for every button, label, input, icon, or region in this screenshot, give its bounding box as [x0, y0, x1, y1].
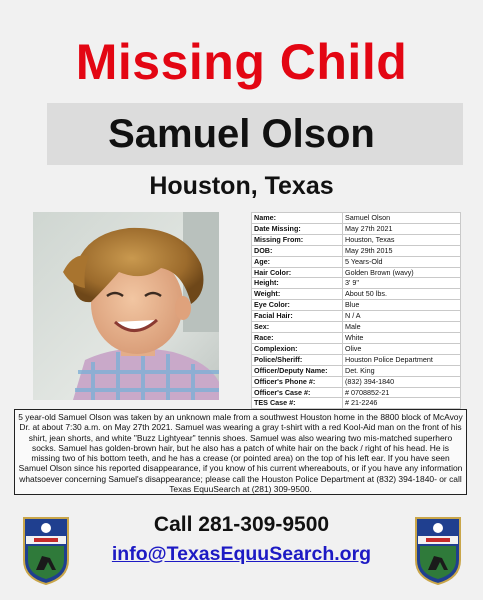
details-label: Sex:	[252, 322, 343, 333]
details-value: Golden Brown (wavy)	[343, 267, 461, 278]
details-row	[252, 267, 461, 278]
details-row	[252, 322, 461, 333]
details-row	[252, 365, 461, 376]
details-value: (832) 394-1840	[343, 376, 461, 387]
details-label: Weight:	[252, 289, 343, 300]
details-row	[252, 245, 461, 256]
call-number: Call 281-309-9500	[153, 513, 330, 536]
details-label: Name:	[252, 213, 343, 224]
details-label: TES Case #:	[252, 398, 343, 409]
details-row	[252, 223, 461, 234]
details-row	[252, 311, 461, 322]
details-label: Date Missing:	[252, 223, 343, 234]
details-row	[252, 343, 461, 354]
details-row	[252, 376, 461, 387]
details-value: Houston Police Department	[343, 354, 461, 365]
details-label: Height:	[252, 278, 343, 289]
details-value: # 21-2246	[343, 398, 461, 409]
details-label: Missing From:	[252, 234, 343, 245]
details-label: Facial Hair:	[252, 311, 343, 322]
location: Houston, Texas	[149, 172, 334, 200]
details-row	[252, 398, 461, 409]
details-value: May 29th 2015	[343, 245, 461, 256]
details-value: # 0708852-21	[343, 387, 461, 398]
details-table	[251, 212, 461, 409]
details-label: Officer's Phone #:	[252, 376, 343, 387]
details-label: Race:	[252, 332, 343, 343]
details-label: Officer's Case #:	[252, 387, 343, 398]
details-label: Hair Color:	[252, 267, 343, 278]
details-row	[252, 300, 461, 311]
details-value: May 27th 2021	[343, 223, 461, 234]
details-row	[252, 234, 461, 245]
details-value: N / A	[343, 311, 461, 322]
details-label: Officer/Deputy Name:	[252, 365, 343, 376]
details-row	[252, 354, 461, 365]
texas-equusearch-badge-right	[414, 516, 462, 586]
details-value: Det. King	[343, 365, 461, 376]
details-row	[252, 213, 461, 224]
details-value: 3' 9"	[343, 278, 461, 289]
details-label: Complexion:	[252, 343, 343, 354]
details-label: DOB:	[252, 245, 343, 256]
details-label: Eye Color:	[252, 300, 343, 311]
details-value: Olive	[343, 343, 461, 354]
details-row	[252, 256, 461, 267]
email-link[interactable]: info@TexasEquuSearch.org	[111, 543, 372, 565]
details-value: Houston, Texas	[343, 234, 461, 245]
details-label: Police/Sheriff:	[252, 354, 343, 365]
details-value: 5 Years-Old	[343, 256, 461, 267]
child-name: Samuel Olson	[108, 112, 375, 156]
details-row	[252, 278, 461, 289]
details-label: Age:	[252, 256, 343, 267]
details-value: Blue	[343, 300, 461, 311]
details-value: White	[343, 332, 461, 343]
details-value: About 50 lbs.	[343, 289, 461, 300]
details-row	[252, 332, 461, 343]
description-box: 5 year-old Samuel Olson was taken by an unknown male from a southwest Houston home in the 8800 block of McAvoy Dr. at about 7:30 a.m. on May 27th 2021. Samuel was wearing a gray t-shirt with a red Kool-Aid man on the front of his shirt, jean shorts, and white "Buzz Lightyear" tennis shoes. Samuel was also wearing two mis-matched superhero socks. Samuel has golden-brown hair, but he also has a patch of white hair on the back / right of his head. He is missing two of his bottom teeth, and he has a crease (or pointed area) on the top of his left ear. If you have seen Samuel Olson since his reported disappearance, if you know of his current whereabouts, or if you have any information whatsoever concerning Samuel's disappearance; please call the Houston Police Department at (832) 394-1840- or call Texas EquuSearch at (281) 309-9500.	[14, 409, 467, 495]
details-row	[252, 289, 461, 300]
texas-equusearch-badge-left	[22, 516, 70, 586]
headline-missing-child: Missing Child	[75, 34, 408, 90]
details-value: Samuel Olson	[343, 213, 461, 224]
details-row	[252, 387, 461, 398]
child-photo	[33, 212, 219, 400]
details-value: Male	[343, 322, 461, 333]
